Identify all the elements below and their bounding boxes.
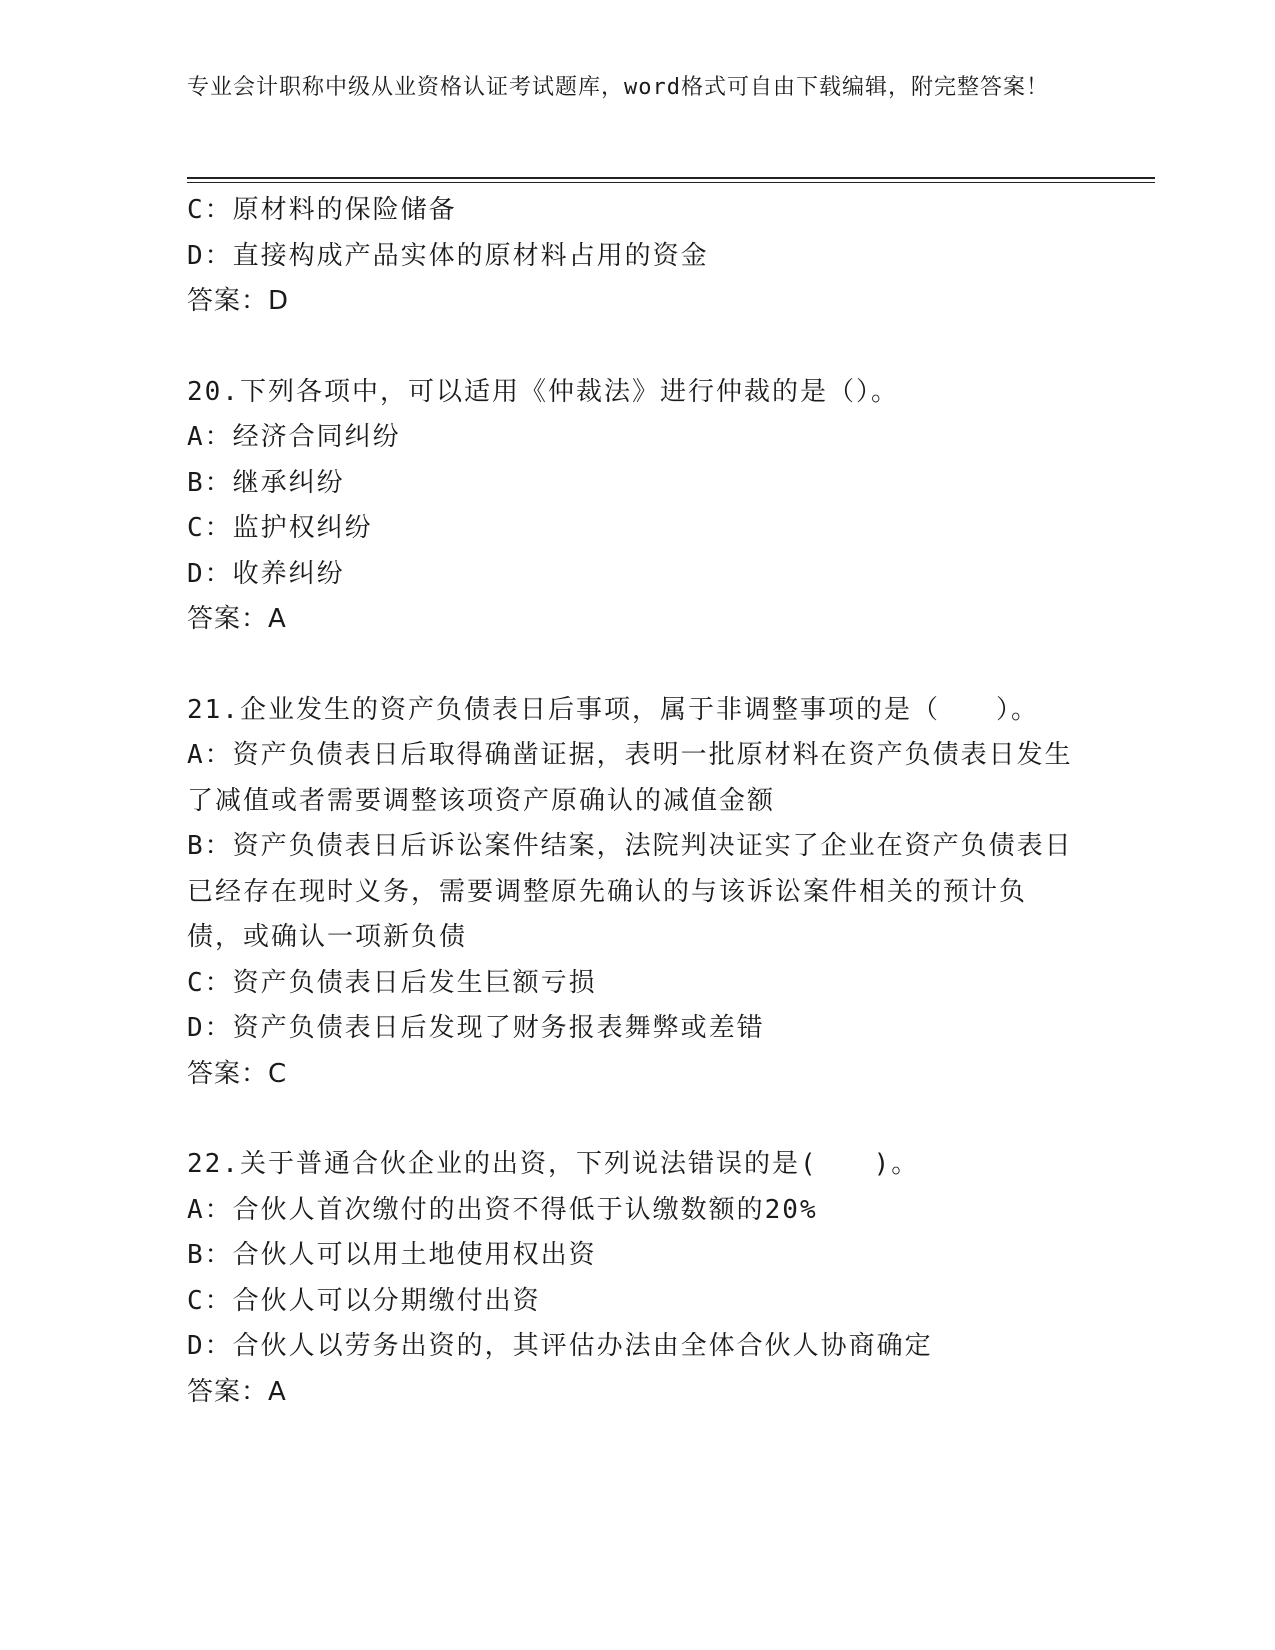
question-22 xyxy=(187,1142,1077,1415)
question-stem: 22.关于普通合伙企业的出资，下列说法错误的是( )。 xyxy=(187,1149,920,1179)
answer: 答案：C xyxy=(187,1058,288,1089)
answer: 答案：D xyxy=(187,286,290,316)
option-c: C：监护权纠纷 xyxy=(187,513,373,543)
question-stem: 21.企业发生的资产负债表日后事项，属于非调整事项的是（ ）。 xyxy=(187,694,1039,725)
option-c: C：合伙人可以分期缴付出资 xyxy=(187,1285,541,1316)
option-d: D：直接构成产品实体的原材料占用的资金 xyxy=(187,240,709,271)
option-c: C：资产负债表日后发生巨额亏损 xyxy=(187,967,597,998)
option-a: A：合伙人首次缴付的出资不得低于认缴数额的20% xyxy=(187,1194,818,1225)
question-stem: 20.下列各项中，可以适用《仲裁法》进行仲裁的是（）。 xyxy=(187,376,899,407)
header-rule-thin xyxy=(187,182,1155,183)
option-d: D：收养纠纷 xyxy=(187,558,345,589)
question-21 xyxy=(187,688,1077,1098)
option-b: B：资产负债表日后诉讼案件结案，法院判决证实了企业在资产负债表日已经存在现时义务，需要调整原先确认的与该诉讼案件相关的预计负债，或确认一项新负债 xyxy=(187,831,1073,952)
option-b: B：合伙人可以用土地使用权出资 xyxy=(187,1240,597,1270)
page-header: 专业会计职称中级从业资格认证考试题库，word格式可自由下载编辑，附完整答案！ xyxy=(187,75,1049,100)
answer: 答案：A xyxy=(187,604,287,634)
option-a: A：经济合同纠纷 xyxy=(187,422,401,452)
option-b: B：继承纠纷 xyxy=(187,467,345,498)
question-20 xyxy=(187,370,1077,643)
continued-question xyxy=(187,188,1077,325)
answer: 答案：A xyxy=(187,1376,287,1407)
option-a: A：资产负债表日后取得确凿证据，表明一批原材料在资产负债表日发生了减值或者需要调整该项资产原确认的减值金额 xyxy=(187,740,1073,816)
question-content xyxy=(187,188,1077,1415)
option-d: D：资产负债表日后发现了财务报表舞弊或差错 xyxy=(187,1013,765,1043)
header-rule-thick xyxy=(187,177,1155,179)
option-c: C：原材料的保险储备 xyxy=(187,195,457,225)
option-d: D：合伙人以劳务出资的，其评估办法由全体合伙人协商确定 xyxy=(187,1331,933,1361)
